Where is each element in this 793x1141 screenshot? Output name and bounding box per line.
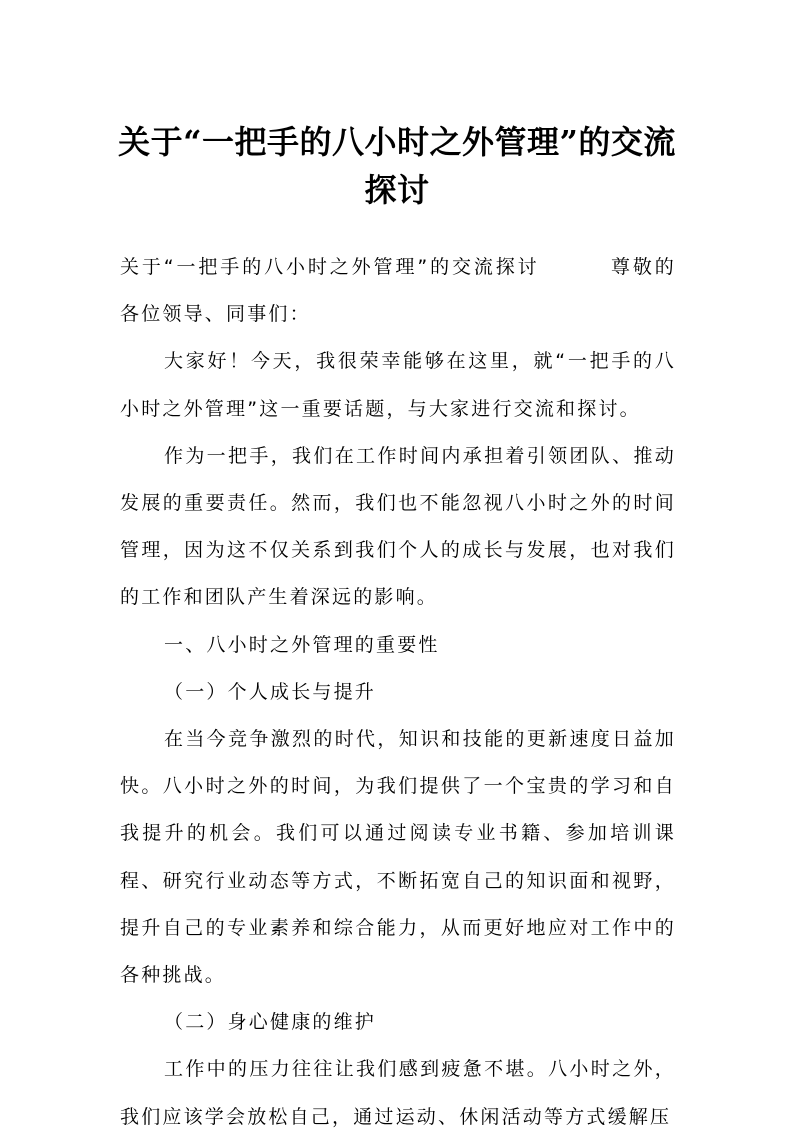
document-body [120, 244, 676, 1141]
opening-line: 关于“一把手的八小时之外管理”的交流探讨 尊敬的各位领导、同事们： [120, 256, 676, 326]
subsection-heading-2: （二）身心健康的维护 [164, 1011, 377, 1034]
growth-paragraph: 在当今竞争激烈的时代，知识和技能的更新速度日益加快。八小时之外的时间，为我们提供了一个宝贵的学习和自我提升的机会。我们可以通过阅读专业书籍、参加培训课程、研究行业动态等方式，不断拓宽自己的知识面和视野，提升自己的专业素养和综合能力，从而更好地应对工作中的各种挑战。 [120, 728, 676, 987]
greeting-paragraph: 大家好！今天，我很荣幸能够在这里，就“一把手的八小时之外管理”这一重要话题，与大家进行交流和探讨。 [120, 350, 676, 420]
health-paragraph: 工作中的压力往往让我们感到疲惫不堪。八小时之外，我们应该学会放松自己，通过运动、休闲活动等方式缓解压 [120, 1058, 676, 1128]
section-heading-1: 一、八小时之外管理的重要性 [164, 633, 440, 656]
document-title: 关于“一把手的八小时之外管理”的交流探讨 [118, 123, 676, 209]
intro-paragraph: 作为一把手，我们在工作时间内承担着引领团队、推动发展的重要责任。然而，我们也不能忽视八小时之外的时间管理，因为这不仅关系到我们个人的成长与发展，也对我们的工作和团队产生着深远的影响。 [120, 444, 676, 609]
subsection-heading-1: （一）个人成长与提升 [164, 680, 377, 703]
